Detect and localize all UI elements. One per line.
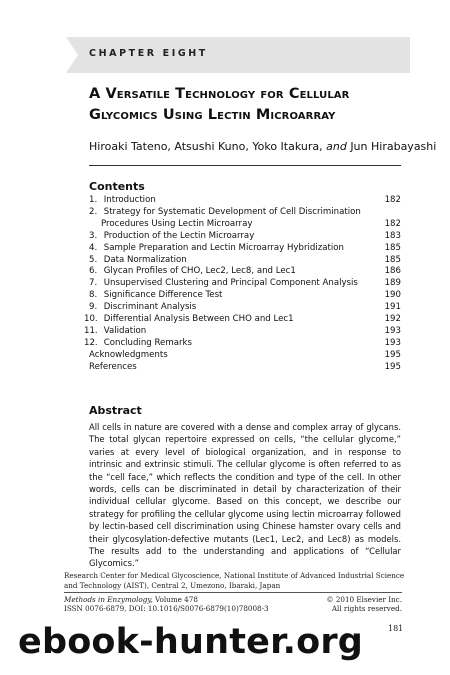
toc-entry-number: 11. bbox=[84, 325, 98, 336]
toc-page-number: 192 bbox=[384, 314, 401, 325]
toc-row bbox=[89, 278, 401, 290]
toc-entry-number: 7. bbox=[89, 278, 98, 289]
toc-page-number: 189 bbox=[384, 278, 401, 289]
toc-entry-text: Concluding Remarks bbox=[103, 337, 192, 348]
toc-entry-text: Production of the Lectin Microarray bbox=[103, 230, 255, 241]
toc-page-number: 185 bbox=[384, 254, 401, 265]
toc-entry-title bbox=[89, 278, 379, 290]
authors-part-2: Jun Hirabayashi bbox=[350, 140, 437, 153]
toc-entry-number: 3. bbox=[89, 230, 98, 241]
toc-entry-text: Differential Analysis Between CHO and Lec1 bbox=[103, 314, 294, 325]
toc-entry-title bbox=[89, 243, 379, 255]
toc-row bbox=[89, 290, 401, 302]
toc-row bbox=[89, 255, 401, 267]
toc-row bbox=[89, 350, 401, 362]
toc-entry-text: Strategy for Systematic Development of Cell Discrimination bbox=[103, 206, 361, 217]
toc-entry-title bbox=[89, 290, 379, 302]
toc-entry-number: 8. bbox=[89, 290, 98, 301]
toc-row bbox=[84, 325, 401, 338]
toc-page-number bbox=[379, 207, 401, 219]
authors-and: and bbox=[326, 140, 347, 153]
affiliation: Research Center for Medical Glycoscience, National Institute of Advanced Industrial Science and Technology (AIST), Central 2, Umezono, Ibaraki, Japan bbox=[64, 571, 405, 590]
toc-row bbox=[84, 314, 401, 326]
toc-row bbox=[89, 362, 401, 374]
toc-row bbox=[89, 266, 401, 278]
toc-page-number: 186 bbox=[384, 266, 401, 277]
toc-entry-title bbox=[84, 325, 379, 338]
chapter-title-line-2: Glycomics Using Lectin Microarray bbox=[89, 107, 336, 123]
toc-page-number: 193 bbox=[384, 325, 401, 336]
toc-entry-text: Procedures Using Lectin Microarray bbox=[101, 218, 253, 229]
toc-page-number: 193 bbox=[384, 337, 401, 348]
toc-entry-number: 10. bbox=[84, 314, 98, 325]
toc-entry-title bbox=[89, 207, 379, 219]
journal-name: Methods in Enzymology, bbox=[64, 595, 153, 604]
footer-divider bbox=[64, 592, 402, 593]
contents-heading: Contents bbox=[89, 180, 145, 193]
toc-entry-title bbox=[89, 302, 379, 314]
toc-entry-title bbox=[84, 337, 379, 350]
toc-page-number: 182 bbox=[384, 218, 401, 229]
toc-page-number: 185 bbox=[384, 242, 401, 253]
abstract-heading: Abstract bbox=[89, 404, 142, 417]
chapter-label: CHAPTER EIGHT bbox=[89, 48, 208, 59]
toc-row bbox=[89, 243, 401, 255]
table-of-contents bbox=[84, 195, 401, 374]
toc-entry-text: Sample Preparation and Lectin Microarray Hybridization bbox=[103, 242, 344, 253]
toc-entry-title bbox=[89, 362, 379, 374]
toc-entry-number: 5. bbox=[89, 254, 98, 265]
toc-entry-text: Acknowledgments bbox=[89, 349, 168, 360]
toc-entry-title bbox=[89, 255, 379, 267]
toc-entry-number: 2. bbox=[89, 206, 98, 217]
toc-row bbox=[84, 337, 401, 350]
abstract-body: All cells in nature are covered with a dense and complex array of glycans. The total glycan repertoire expressed on cells, “the cellular glycome,” varies at every level of biological organization, and in response to intrinsic and extrinsic stimuli. The cellular glycome is often referred to as the “cell face,” which reflects the condition and type of the cell. In other words, cells can be discriminated in detail by characterization of their individual cellular glycome. Based on this concept, we describe our strategy for profiling the cellular glycome using lectin microarray followed by lectin-based cell discrimination using Chinese hamster ovary cells and their glycosylation-defective mutants (Lec1, Lec2, and Lec8) as models. The results add to the understanding and applications of “Cellular Glycomics.” bbox=[89, 422, 401, 569]
toc-row bbox=[89, 207, 401, 219]
journal-volume: Volume 478 bbox=[155, 595, 198, 604]
toc-entry-text: Validation bbox=[103, 325, 147, 336]
authors-part-1: Hiroaki Tateno, Atsushi Kuno, Yoko Itakura, bbox=[89, 140, 323, 153]
toc-entry-number: 12. bbox=[84, 337, 98, 348]
toc-entry-number: 1. bbox=[89, 195, 98, 205]
header-divider bbox=[89, 165, 401, 166]
toc-entry-title bbox=[89, 231, 379, 243]
toc-row bbox=[89, 231, 401, 243]
toc-page-number: 182 bbox=[384, 195, 401, 205]
toc-entry-title bbox=[89, 350, 379, 362]
chapter-title bbox=[89, 84, 409, 126]
chapter-title-line-1: A Versatile Technology for Cellular bbox=[89, 86, 350, 102]
toc-page-number: 195 bbox=[384, 361, 401, 372]
journal-citation bbox=[64, 595, 198, 604]
toc-page-number: 183 bbox=[384, 230, 401, 241]
footer-line-2 bbox=[64, 604, 402, 613]
issn-doi: ISSN 0076-6879, DOI: 10.1016/S0076-6879(10)78008-3 bbox=[64, 604, 269, 613]
toc-entry-text: References bbox=[89, 361, 137, 372]
toc-page-number: 195 bbox=[384, 349, 401, 360]
toc-entry-text: Discriminant Analysis bbox=[103, 302, 197, 313]
page-number: 181 bbox=[388, 624, 404, 633]
toc-entry-number: 4. bbox=[89, 242, 98, 253]
footer-line-1 bbox=[64, 595, 402, 604]
toc-row bbox=[89, 302, 401, 314]
watermark: ebook-hunter.org bbox=[18, 622, 364, 662]
author-list bbox=[89, 140, 437, 153]
toc-entry-title bbox=[89, 195, 379, 207]
toc-entry-text: Data Normalization bbox=[103, 254, 187, 265]
toc-entry-title bbox=[89, 266, 379, 278]
toc-entry-title bbox=[89, 219, 379, 231]
toc-entry-text: Significance Difference Test bbox=[103, 290, 223, 301]
rights-statement: All rights reserved. bbox=[331, 604, 402, 613]
toc-page-number: 190 bbox=[384, 290, 401, 301]
chapter-banner-notch bbox=[66, 37, 78, 73]
toc-row bbox=[89, 219, 401, 231]
toc-row bbox=[89, 195, 401, 207]
toc-entry-text: Unsupervised Clustering and Principal Component Analysis bbox=[103, 278, 358, 289]
toc-entry-text: Glycan Profiles of CHO, Lec2, Lec8, and Lec1 bbox=[103, 266, 296, 277]
toc-entry-number: 6. bbox=[89, 266, 98, 277]
toc-entry-text: Introduction bbox=[103, 195, 156, 205]
toc-entry-number: 9. bbox=[89, 302, 98, 313]
copyright: © 2010 Elsevier Inc. bbox=[326, 595, 402, 604]
toc-page-number: 191 bbox=[384, 302, 401, 313]
toc-entry-title bbox=[84, 314, 379, 326]
